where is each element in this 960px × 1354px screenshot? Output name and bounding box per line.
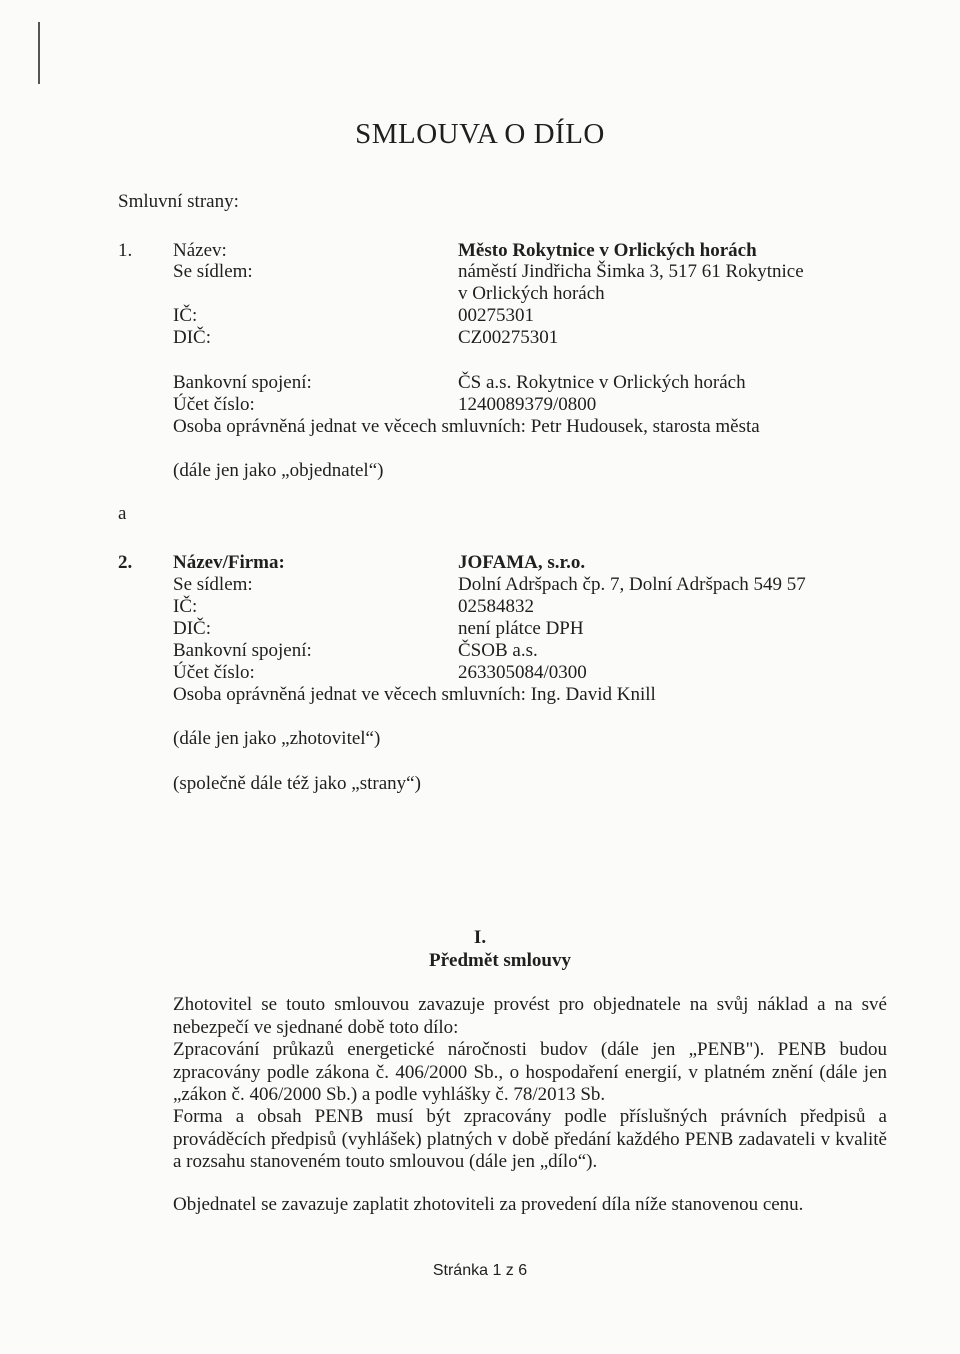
party2-ico-value: 02584832 [458,596,534,617]
section-paragraph-3: Forma a obsah PENB musí být zpracovány podle příslušných právních předpisů a prováděcích předpisů (vyhlášek) platných v době předání každého PENB zadavateli v kvalitě a rozsahu stanoveném touto smlouvou (dále jen „dílo“). [173,1106,887,1172]
party2-authorized: Osoba oprávněná jednat ve věcech smluvních: Ing. David Knill [173,684,656,705]
party2-account-value: 263305084/0300 [458,662,587,683]
section-number: I. [473,927,487,948]
party2-account-label: Účet číslo: [173,662,255,683]
party1-ico-value: 00275301 [458,305,534,326]
page-footer: Stránka 1 z 6 [432,1262,528,1279]
party2-dic-value: není plátce DPH [458,618,584,639]
party1-seat-value-2: v Orlických horách [458,283,605,304]
party1-account-value: 1240089379/0800 [458,394,597,415]
party2-seat-value: Dolní Adršpach čp. 7, Dolní Adršpach 549 57 [458,574,806,595]
party1-alias: (dále jen jako „objednatel“) [173,460,384,481]
party2-dic-label: DIČ: [173,618,211,639]
party1-bank-label: Bankovní spojení: [173,372,312,393]
section-paragraph-4: Objednatel se zavazuje zaplatit zhotoviteli za provedení díla níže stanovenou cenu. [173,1194,804,1215]
conjunction: a [118,503,127,524]
party1-authorized: Osoba oprávněná jednat ve věcech smluvních: Petr Hudousek, starosta města [173,416,760,437]
party1-name-label: Název: [173,240,227,261]
document-title: SMLOUVA O DÍLO [355,118,605,150]
party1-dic-value: CZ00275301 [458,327,559,348]
margin-mark [38,22,40,84]
section-paragraph-2: Zpracování průkazů energetické náročnosti budov (dále jen „PENB"). PENB budou zpracovány podle zákona č. 406/2000 Sb., o hospodaření energií, v platném znění (dále jen „zákon č. 406/2000 Sb.) a podle vyhlášky č. 78/2013 Sb. [173,1039,887,1105]
party2-seat-label: Se sídlem: [173,574,253,595]
party1-dic-label: DIČ: [173,327,211,348]
party1-seat-value-1: náměstí Jindřicha Šimka 3, 517 61 Rokytnice [458,261,804,282]
party2-bank-value: ČSOB a.s. [458,640,538,661]
together-note: (společně dále též jako „strany“) [173,773,421,794]
party1-number: 1. [118,240,133,261]
party2-ico-label: IČ: [173,596,198,617]
party2-name-label: Název/Firma: [173,552,285,573]
party2-name-value: JOFAMA, s.r.o. [458,552,586,573]
party1-name-value: Město Rokytnice v Orlických horách [458,240,757,261]
section-paragraph-1: Zhotovitel se touto smlouvou zavazuje provést pro objednatele na svůj náklad a na své nebezpečí ve sjednané době toto dílo: [173,994,887,1038]
party2-number: 2. [118,552,133,573]
parties-heading: Smluvní strany: [118,191,239,212]
section-heading: Předmět smlouvy [429,950,571,971]
party1-seat-label: Se sídlem: [173,261,253,282]
party1-ico-label: IČ: [173,305,198,326]
party2-alias: (dále jen jako „zhotovitel“) [173,728,381,749]
party2-bank-label: Bankovní spojení: [173,640,312,661]
party1-bank-value: ČS a.s. Rokytnice v Orlických horách [458,372,746,393]
party1-account-label: Účet číslo: [173,394,255,415]
